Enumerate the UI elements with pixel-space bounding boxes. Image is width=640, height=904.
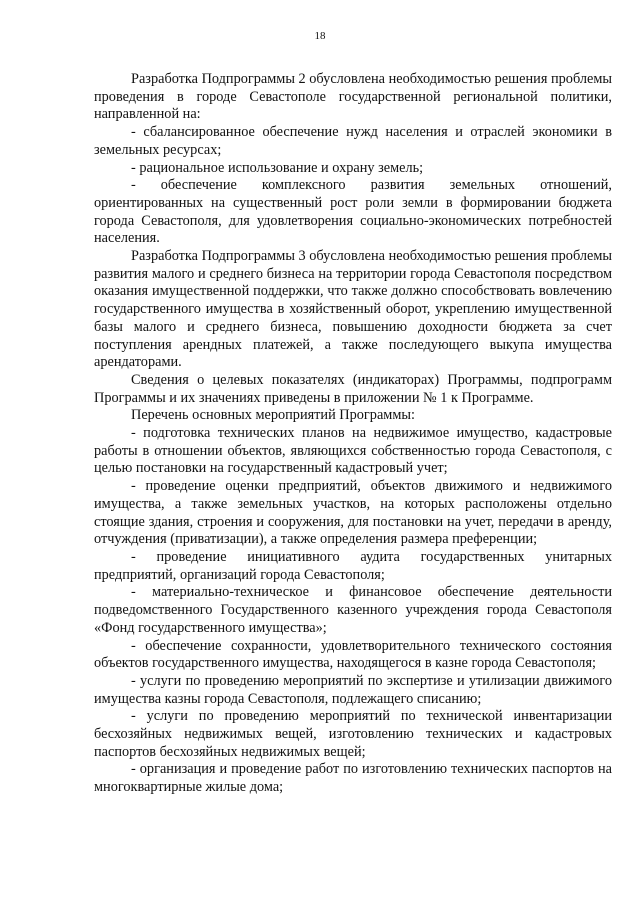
- list-item: - проведение оценки предприятий, объектов движимого и недвижимого имущества, а также земельных участков, на которых расположены отдельно стоящие здания, строения и сооружения, для постановки на учет, передачи в аренду, отчуждения (приватизации), а также определения размера преференции;: [94, 478, 612, 548]
- list-item: - сбалансированное обеспечение нужд населения и отраслей экономики в земельных ресурсах;: [94, 124, 612, 158]
- paragraph-subprogram-2-rationale: Разработка Подпрограммы 2 обусловлена необходимостью решения проблемы проведения в городе Севастополе государственной региональной политики, направленной на:: [94, 71, 612, 123]
- document-body: [94, 71, 612, 797]
- list-item: - рациональное использование и охрану земель;: [131, 159, 424, 176]
- list-item: - организация и проведение работ по изготовлению технических паспортов на многоквартирные жилые дома;: [94, 761, 612, 796]
- list-item: - услуги по проведению мероприятий по технической инвентаризации бесхозяйных недвижимых вещей, изготовлению технических и кадастровых паспортов бесхозяйных недвижимых вещей;: [94, 708, 612, 760]
- list-item: - обеспечение сохранности, удовлетворительного технического состояния объектов государственного имущества, находящегося в казне города Севастополя;: [94, 637, 612, 672]
- paragraph-subprogram-3-rationale: Разработка Подпрограммы 3 обусловлена необходимостью решения проблемы развития малого и среднего бизнеса на территории города Севастополя посредством оказания имущественной поддержки, что также должно способствовать вовлечению государственного имущества в хозяйственный оборот, укреплению имущественной базы малого и среднего бизнеса, повышению доходности бюджета за счет поступления арендных платежей, а также последующего выкупа имущества арендаторами.: [94, 248, 612, 371]
- list-item: - подготовка технических планов на недвижимое имущество, кадастровые работы в отношении объектов, являющихся собственностью города Севастополя, с целью постановки на государственный кадастровый учет;: [94, 425, 612, 477]
- paragraph-activities-heading: Перечень основных мероприятий Программы:: [131, 407, 415, 424]
- list-item: - проведение инициативного аудита государственных унитарных предприятий, организаций города Севастополя;: [94, 548, 612, 583]
- list-item: - обеспечение комплексного развития земельных отношений, ориентированных на существенный рост роли земли в формировании бюджета города Севастополя, для удовлетворения социально-экономических потребностей населения.: [94, 177, 612, 247]
- list-item: - материально-техническое и финансовое обеспечение деятельности подведомственного Государственного казенного учреждения города Севастополя «Фонд государственного имущества»;: [94, 584, 612, 636]
- paragraph-indicators-reference: Сведения о целевых показателях (индикаторах) Программы, подпрограмм Программы и их значениях приведены в приложении № 1 к Программе.: [94, 371, 612, 406]
- page-number: 18: [314, 30, 326, 42]
- list-item: - услуги по проведению мероприятий по экспертизе и утилизации движимого имущества казны города Севастополя, подлежащего списанию;: [94, 672, 612, 707]
